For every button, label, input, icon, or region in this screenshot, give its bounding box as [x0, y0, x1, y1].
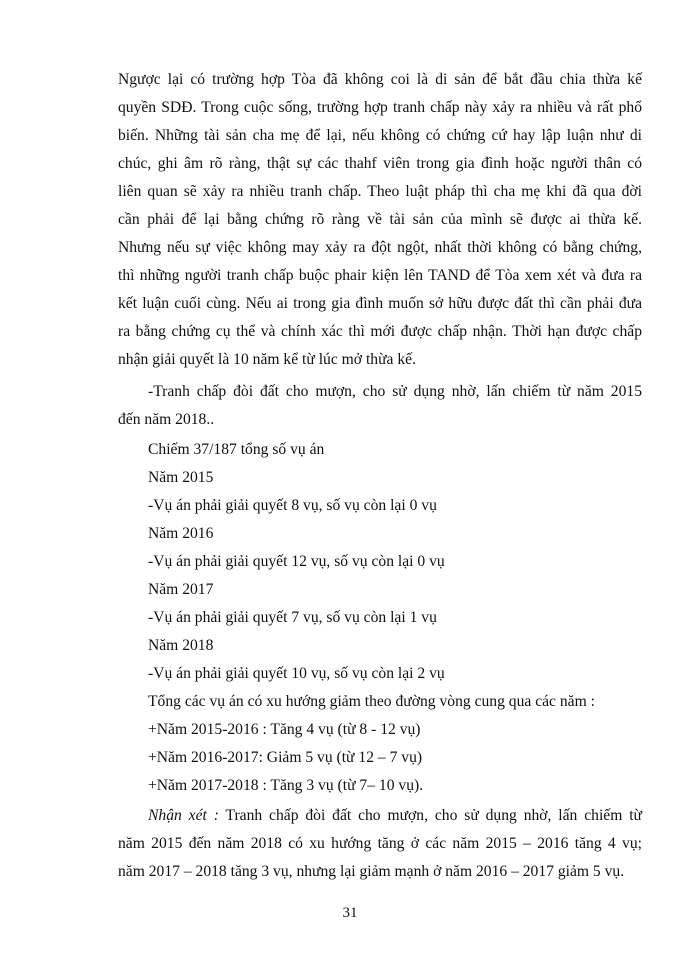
- year-detail: -Vụ án phải giải quyết 12 vụ, số vụ còn lại 0 vụ: [148, 553, 445, 570]
- intro-paragraph: [118, 66, 642, 374]
- text-line: chúc, ghi âm rõ ràng, thật sự các thahf viên trong gia đình hoặc người thân có: [118, 155, 642, 172]
- text-line: Nhưng nếu sự việc không may xảy ra đột ngột, nhất thời không có bằng chứng,: [118, 239, 642, 256]
- text-line: đến năm 2018..: [118, 411, 215, 428]
- text-line: biến. Những tài sản cha mẹ để lại, nếu không có chứng cứ hay lập luận như di: [118, 127, 642, 144]
- year-label: Năm 2015: [148, 469, 214, 486]
- year-label: Năm 2016: [148, 525, 214, 542]
- trend-item: +Năm 2016-2017: Giảm 5 vụ (từ 12 – 7 vụ): [148, 749, 423, 766]
- text-line: nhận giải quyết là 10 năm kể từ lúc mở thừa kế.: [118, 351, 416, 368]
- year-detail: -Vụ án phải giải quyết 8 vụ, số vụ còn lại 0 vụ: [148, 497, 437, 514]
- text-line: thì những người tranh chấp buộc phair kiện lên TAND để Tòa xem xét và đưa ra: [118, 267, 642, 284]
- page-number: 31: [342, 905, 358, 921]
- section-heading: [118, 378, 642, 434]
- remark-paragraph: [118, 802, 642, 886]
- text-line: năm 2015 đến năm 2018 có xu hướng tăng ở các năm 2015 – 2016 tăng 4 vụ;: [118, 835, 642, 852]
- share-line: Chiếm 37/187 tổng số vụ án: [148, 441, 325, 458]
- text-line: cần phải để lại bằng chứng rõ ràng về tài sản của mình sẽ được ai thừa kế.: [118, 211, 642, 228]
- text-line: [118, 802, 642, 830]
- year-detail: -Vụ án phải giải quyết 10 vụ, số vụ còn lại 2 vụ: [148, 665, 445, 682]
- text-line: ra bằng chứng cụ thể và chính xác thì mới được chấp nhận. Thời hạn được chấp: [118, 323, 642, 340]
- text-line: năm 2017 – 2018 tăng 3 vụ, nhưng lại giảm mạnh ở năm 2016 – 2017 giảm 5 vụ.: [118, 863, 625, 880]
- text-line: Ngược lại có trường hợp Tòa đã không coi là di sản để bắt đầu chia thừa kế: [118, 71, 642, 88]
- text-line: kết luận cuối cùng. Nếu ai trong gia đình muốn sở hữu được đất thì cần phải đưa: [118, 295, 642, 312]
- remark-label: Nhận xét :: [148, 807, 219, 824]
- year-detail: -Vụ án phải giải quyết 7 vụ, số vụ còn lại 1 vụ: [148, 609, 437, 626]
- text-line: quyền SDĐ. Trong cuộc sống, trường hợp tranh chấp này xảy ra nhiều và rất phổ: [118, 99, 642, 116]
- trend-intro: Tổng các vụ án có xu hướng giảm theo đường vòng cung qua các năm :: [148, 693, 595, 710]
- trend-item: +Năm 2015-2016 : Tăng 4 vụ (từ 8 - 12 vụ): [148, 721, 421, 738]
- year-label: Năm 2018: [148, 637, 214, 654]
- text-line: liên quan sẽ xảy ra nhiều tranh chấp. Theo luật pháp thì cha mẹ khi đã qua đời: [118, 183, 642, 200]
- remark-text: Tranh chấp đòi đất cho mượn, cho sử dụng nhờ, lấn chiếm từ: [218, 807, 642, 824]
- text-line: -Tranh chấp đòi đất cho mượn, cho sử dụng nhờ, lấn chiếm từ năm 2015: [148, 383, 642, 400]
- trend-item: +Năm 2017-2018 : Tăng 3 vụ (từ 7– 10 vụ).: [148, 777, 424, 794]
- year-label: Năm 2017: [148, 581, 214, 598]
